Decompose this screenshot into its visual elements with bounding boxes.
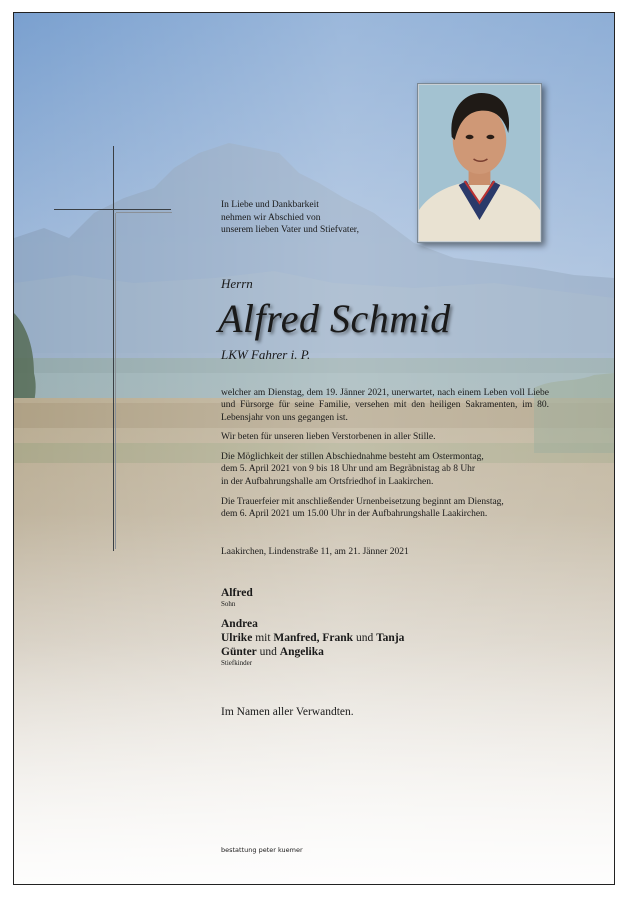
- intro-text: [221, 199, 421, 237]
- stepchild-andrea: Andrea: [221, 618, 258, 630]
- intro-line-3: unserem lieben Vater und Stiefvater,: [221, 225, 359, 235]
- intro-line-2: nehmen wir Abschied von: [221, 212, 321, 223]
- cross-vertical-line: [113, 146, 114, 551]
- mourners-list: [221, 586, 404, 676]
- obituary-card: [13, 12, 615, 885]
- grandchild-tanja: Tanja: [376, 632, 405, 644]
- cross-horizontal-line: [54, 209, 171, 210]
- occupation: LKW Fahrer i. P.: [221, 347, 311, 362]
- deceased-name: Alfred Schmid: [218, 296, 451, 341]
- paragraph-prayer: Wir beten für unseren lieben Verstorbenen in aller Stille.: [221, 432, 436, 443]
- closing-line: Im Namen aller Verwandten.: [221, 706, 354, 718]
- stepchildren-role: Stiefkinder: [221, 659, 253, 667]
- intro-line-1: In Liebe und Dankbarkeit: [221, 200, 319, 210]
- paragraph-passing: welcher am Dienstag, dem 19. Jänner 2021, unerwartet, nach einem Leben voll Liebe und Fürsorge für seine Familie, versehen mit den heiligen Sakramenten, im 80. Lebensjahr von uns gegangen ist.: [221, 388, 549, 423]
- stepchild-ulrike-line: [221, 631, 404, 645]
- word-and-2: und: [259, 646, 277, 658]
- announcement-body: [221, 387, 549, 528]
- viewing-line-3: in der Aufbahrungshalle am Ortsfriedhof in Laakirchen.: [221, 476, 434, 487]
- salutation: Herrn: [221, 276, 253, 291]
- stepchild-ulrike: Ulrike: [221, 632, 253, 644]
- ceremony-line-2: dem 6. April 2021 um 15.00 Uhr in der Aufbahrungshalle Laakirchen.: [221, 508, 488, 519]
- portrait-photo: [417, 83, 542, 243]
- viewing-line-1: Die Möglichkeit der stillen Abschiednahme besteht am Ostermontag,: [221, 452, 484, 463]
- son-role: Sohn: [221, 600, 236, 608]
- grandchildren-names: Manfred, Frank: [273, 632, 354, 644]
- place-and-date: Laakirchen, Lindenstraße 11, am 21. Jänner 2021: [221, 547, 409, 557]
- word-and: und: [355, 632, 374, 644]
- word-with: mit: [255, 632, 271, 644]
- cross-shadow-horizontal: [116, 212, 172, 213]
- funeral-home-credit: bestattung peter kuemer: [221, 846, 303, 854]
- son-name: Alfred: [221, 587, 253, 599]
- paragraph-viewing: [221, 451, 549, 488]
- stepchild-guenter-line: [221, 645, 404, 659]
- cross-shadow-line: [115, 213, 116, 549]
- paragraph-ceremony: [221, 496, 549, 521]
- ceremony-line-1: Die Trauerfeier mit anschließender Urnenbeisetzung beginnt am Dienstag,: [221, 496, 504, 507]
- stepchild-guenter: Günter: [221, 646, 257, 658]
- viewing-line-2: dem 5. April 2021 von 9 bis 18 Uhr und am Begräbnistag ab 8 Uhr: [221, 464, 476, 475]
- portrait-image: [419, 85, 540, 241]
- partner-angelika: Angelika: [279, 646, 324, 658]
